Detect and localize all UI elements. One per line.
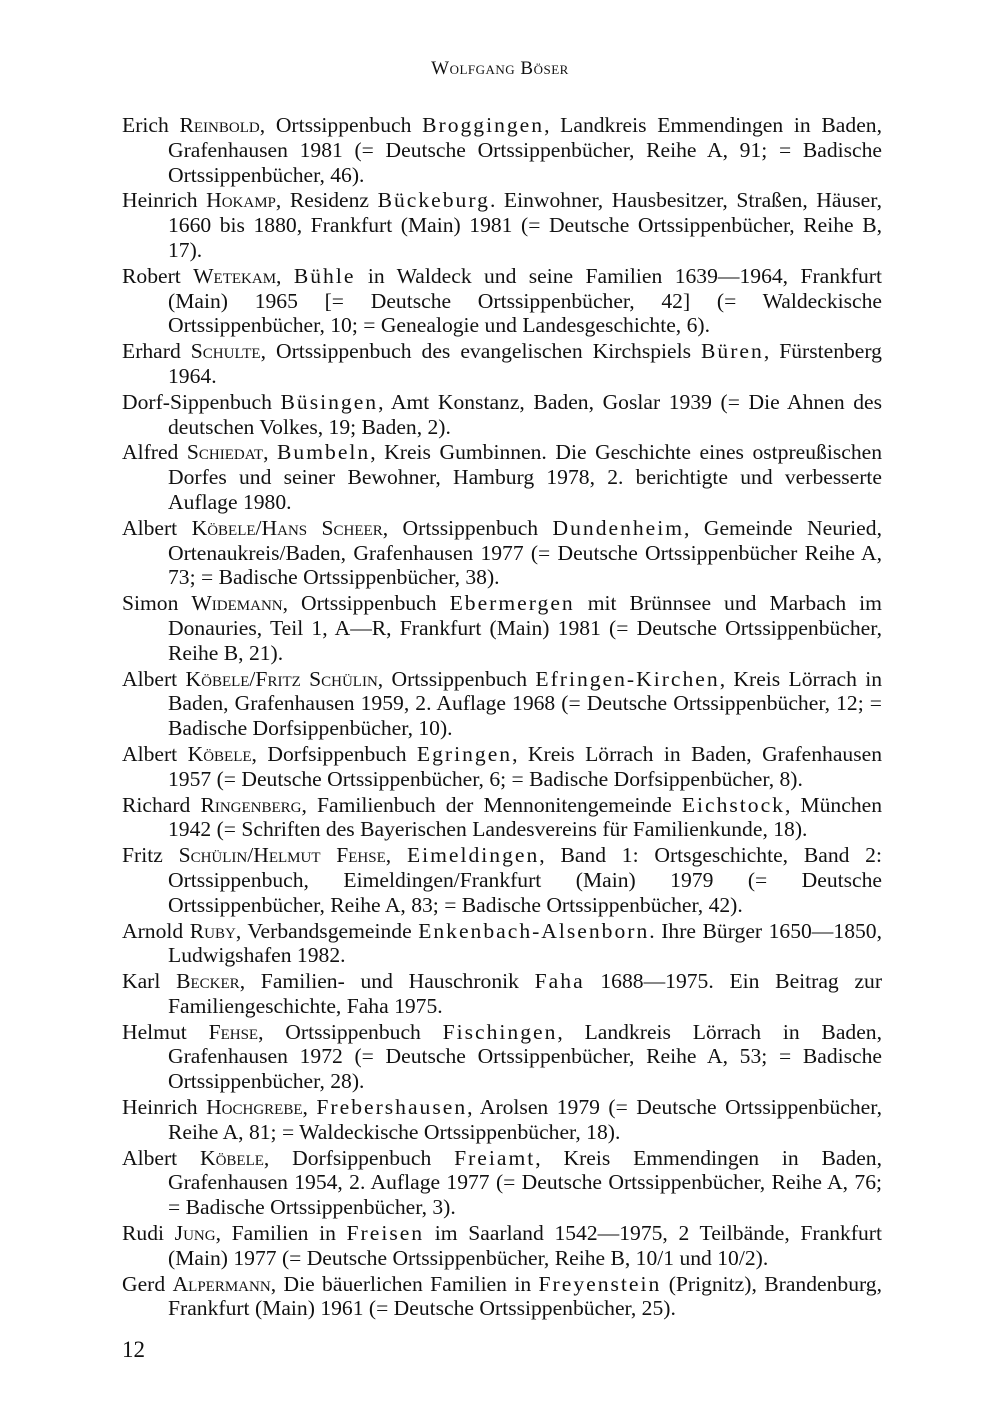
place-name: Freisen [346,1221,425,1246]
entry-title-part: , Dorfsippenbuch [263,1145,455,1170]
bibliography-entry [122,113,882,187]
place-name: Eimeldingen [406,843,540,868]
bibliography-entry [122,843,882,917]
entry-details: , Band 1: Ortsgeschichte, Band 2: Ortssippenbuch, Eimeldingen/Frankfurt (Main) 1979 (= Deutsche Ortssippenbücher, Reihe A, 83; = Badische Ortssippenbücher, 42). [168,843,882,917]
place-name: Efringen-Kirchen [535,666,720,691]
entry-details: , Landkreis Emmendingen in Baden, Grafenhausen 1981 (= Deutsche Ortssippenbücher, Reihe A, 91; = Badische Ortssippenbücher, 46). [168,113,882,187]
author-first-name: Fritz [122,843,163,868]
entry-details: , Fürstenberg 1964. [168,339,882,388]
entry-details: mit Brünnsee und Marbach im Donauries, Teil 1, A—R, Frankfurt (Main) 1981 (= Deutsche Ortssippenbücher, Reihe B, 21). [168,591,882,665]
author-first-name: Heinrich [122,1095,198,1120]
author-last-name: Schülin/Helmut Fehse [178,843,386,868]
author-last-name: Hokamp [206,188,276,213]
author-last-name: Jung [174,1221,216,1246]
entry-details: 1688—1975. Ein Beitrag zur Familiengeschichte, Faha 1975. [168,969,883,1018]
bibliography-entry [122,1146,882,1220]
bibliography-entry [122,667,882,741]
bibliography-entry [122,516,882,590]
entry-title-part: , Familienbuch der Mennonitengemeinde [301,792,682,817]
place-name: Broggingen [422,113,545,137]
entry-title-part: , Ortssippenbuch [259,113,423,137]
entry-title-part: , Familien in [215,1221,347,1246]
page-number: 12 [122,1337,145,1362]
author-last-name: Reinbold [179,113,260,137]
author-last-name: Schulte [190,339,261,364]
author-last-name: Widemann [191,591,283,616]
author-first-name: Arnold [122,918,184,943]
place-name: Freiamt [454,1145,536,1170]
author-last-name: Ruby [189,918,236,943]
entry-details: im Saarland 1542—1975, 2 Teilbände, Frankfurt (Main) 1977 (= Deutsche Ortssippenbücher, Reihe B, 10/1 und 10/2). [168,1221,882,1270]
entry-title-part: , [385,843,407,868]
entry-title-part: , Familien- und Hauschronik [239,969,535,994]
entry-details: , Kreis Emmendingen in Baden, Grafenhausen 1954, 2. Auflage 1977 (= Deutsche Ortssippenbücher, Reihe A, 76; = Badische Ortssippenbücher, 3). [168,1145,883,1220]
entry-title-part: , Verbandsgemeinde [235,918,419,943]
author-first-name: Albert [122,741,178,766]
bibliography-entry [122,440,882,514]
author-last-name: Wetekam [193,263,277,288]
entry-title-part: , Ortssippenbuch [282,591,450,616]
entry-details: , Gemeinde Neuried, Ortenaukreis/Baden, Grafenhausen 1977 (= Deutsche Ortssippenbücher Reihe A, 73; = Badische Ortssippenbücher, 38). [168,515,882,590]
author-last-name: Alpermann [172,1271,271,1296]
author-first-name: Gerd [122,1271,166,1296]
place-name: Ebermergen [449,591,575,616]
entry-title-part: , Ortssippenbuch [258,1019,443,1044]
bibliography-list [122,113,882,1322]
author-first-name: Erich [122,113,169,137]
author-last-name: Köbele [200,1145,264,1170]
entry-details: . Ihre Bürger 1650—1850, Ludwigshafen 1982. [168,918,882,968]
author-last-name: Becker [176,969,240,994]
author-last-name: Köbele [187,741,252,766]
author-last-name: Köbele/Hans Scheer [191,515,383,540]
author-last-name: Köbele/Fritz Schülin [185,666,378,691]
place-name: Fischingen [442,1019,558,1044]
entry-title-part: , [276,263,294,288]
place-name: Faha [534,969,585,994]
author-first-name: Albert [122,1145,178,1170]
entry-title-part: Dorf-Sippenbuch [122,389,281,414]
entry-details: in Waldeck und seine Familien 1639—1964, Frankfurt (Main) 1965 [= Deutsche Ortssippenbücher, 42] (= Waldeckische Ortssippenbücher, 10; = Genealogie und Landesgeschichte, 6). [168,263,882,338]
place-name: Büsingen [280,389,379,414]
entry-title-part: , [263,440,278,465]
entry-details: , Landkreis Lörrach in Baden, Grafenhausen 1972 (= Deutsche Ortssippenbücher, Reihe A, 53; = Badische Ortssippenbücher, 28). [168,1019,882,1094]
bibliography-entry [122,1272,882,1322]
entry-details: , Kreis Gumbinnen. Die Geschichte eines ostpreußischen Dorfes und seiner Bewohner, Hamburg 1978, 2. berichtigte und verbesserte Auflage 1980. [168,440,882,514]
entry-details: , Kreis Lörrach in Baden, Grafenhausen 1957 (= Deutsche Ortssippenbücher, 6; = Badische Dorfsippenbücher, 8). [168,741,882,791]
place-name: Bumbeln [277,440,371,465]
place-name: Bückeburg [377,188,490,213]
entry-details: , München 1942 (= Schriften des Bayerischen Landesvereins für Familienkunde, 18). [168,792,882,842]
entry-title-part: , Die bäuerlichen Familien in [270,1271,539,1296]
bibliography-entry [122,339,882,389]
bibliography-entry [122,793,882,843]
entry-title-part: , Ortssippenbuch [382,515,553,540]
place-name: Eichstock [681,792,785,817]
author-first-name: Albert [122,666,178,691]
author-first-name: Alfred [122,440,179,465]
place-name: Frebershausen [316,1095,468,1120]
author-last-name: Schiedat [186,440,264,465]
bibliography-entry [122,1020,882,1094]
bibliography-entry [122,188,882,262]
author-last-name: Hochgrebe [206,1095,303,1120]
entry-details: . Einwohner, Hausbesitzer, Straßen, Häuser, 1660 bis 1880, Frankfurt (Main) 1981 (= Deutsche Ortssippenbücher, Reihe B, 17). [168,188,882,262]
bibliography-entry [122,591,882,665]
author-first-name: Erhard [122,339,181,364]
entry-title-part: , Ortssippenbuch [377,666,536,691]
author-last-name: Ringenberg [200,792,302,817]
bibliography-entry [122,1221,882,1271]
entry-title-part: , Residenz [275,188,378,213]
place-name: Egringen [416,741,513,766]
author-first-name: Simon [122,591,179,616]
entry-title-part: , [302,1095,317,1120]
author-last-name: Fehse [208,1019,259,1044]
bibliography-entry [122,390,882,440]
author-first-name: Karl [122,969,161,994]
author-first-name: Richard [122,792,191,817]
entry-details: , Kreis Lörrach in Baden, Grafenhausen 1959, 2. Auflage 1968 (= Deutsche Ortssippenbücher, 12; = Badische Dorfsippenbücher, 10). [168,666,882,741]
bibliography-entry [122,969,882,1019]
author-first-name: Robert [122,263,181,288]
author-first-name: Heinrich [122,188,198,213]
entry-details: , Amt Konstanz, Baden, Goslar 1939 (= Die Ahnen des deutschen Volkes, 19; Baden, 2). [168,389,882,439]
place-name: Dundenheim [552,515,685,540]
entry-title-part: , Dorfsippenbuch [251,741,417,766]
place-name: Freyenstein [538,1271,662,1296]
place-name: Enkenbach-Alsenborn [418,918,650,943]
bibliography-entry [122,742,882,792]
running-head: Wolfgang Böser [431,58,569,79]
entry-details: (Prignitz), Brandenburg, Frankfurt (Main) 1961 (= Deutsche Ortssippenbücher, 25). [168,1271,882,1321]
place-name: Büren [701,339,764,364]
author-first-name: Helmut [122,1019,187,1044]
bibliography-entry [122,1095,882,1145]
author-first-name: Rudi [122,1221,164,1246]
bibliography-entry [122,264,882,338]
entry-title-part: , Ortssippenbuch des evangelischen Kirchspiels [260,339,702,364]
entry-details: , Arolsen 1979 (= Deutsche Ortssippenbücher, Reihe A, 81; = Waldeckische Ortssippenbücher, 18). [168,1095,882,1144]
author-first-name: Albert [122,515,178,540]
place-name: Bühle [293,263,356,288]
bibliography-entry [122,919,882,969]
